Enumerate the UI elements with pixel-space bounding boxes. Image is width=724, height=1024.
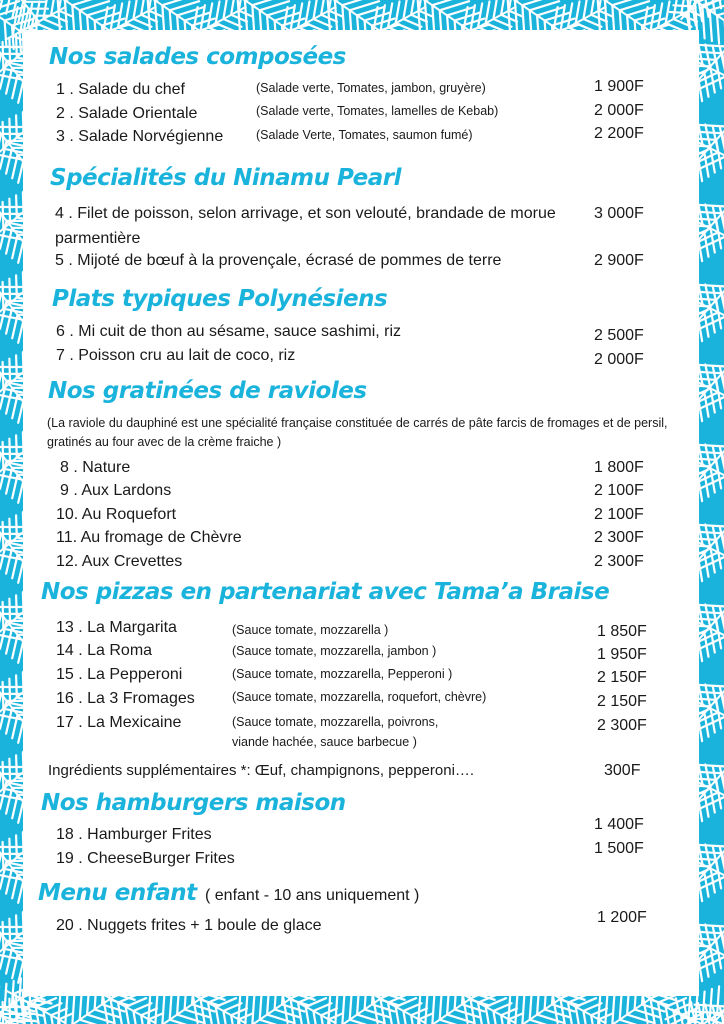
item-label: 12. Aux Crevettes (56, 553, 183, 570)
item-label: 13 . La Margarita (56, 619, 177, 636)
item-label: 8 . Nature (60, 459, 131, 476)
item-description: (Sauce tomate, mozzarella, roquefort, chèvre) (232, 690, 487, 704)
item-description: viande hachée, sauce barbecue ) (232, 735, 417, 749)
item-price: 1 400F (594, 816, 644, 833)
section-note: (La raviole du dauphiné est une spécialité française constituée de carrés de pâte farcis de fromages et de persil, gratinés au four avec de la crème fraiche ) (47, 416, 668, 449)
extra-ingredients: Ingrédients supplémentaires *: Œuf, champignons, pepperoni…. (48, 762, 475, 779)
item-description: (Salade Verte, Tomates, saumon fumé) (256, 128, 473, 142)
item-price: 2 100F (594, 506, 644, 523)
item-label: 2 . Salade Orientale (56, 105, 198, 122)
item-label: 4 . Filet de poisson, selon arrivage, et son velouté, brandade de morue parmentière (55, 205, 556, 247)
section-subtitle: ( enfant - 10 ans uniquement ) (205, 887, 420, 904)
item-description: (Sauce tomate, mozzarella, poivrons, (232, 715, 439, 729)
item-price: 1 800F (594, 459, 644, 476)
item-price: 2 100F (594, 482, 644, 499)
section-title-enfant: Menu enfant (38, 880, 197, 906)
item-description: (Sauce tomate, mozzarella, jambon ) (232, 644, 437, 658)
item-price: 2 300F (594, 553, 644, 570)
section-title-salades: Nos salades composées (49, 44, 346, 70)
item-price: 2 150F (597, 669, 647, 686)
item-label: 15 . La Pepperoni (56, 666, 183, 683)
item-description: (Salade verte, Tomates, jambon, gruyère) (256, 81, 486, 95)
item-description: (Salade verte, Tomates, lamelles de Kebab) (256, 104, 499, 118)
item-price: 2 000F (594, 351, 644, 368)
item-price: 1 900F (594, 78, 644, 95)
item-description: (Sauce tomate, mozzarella ) (232, 623, 389, 637)
item-label: 20 . Nuggets frites + 1 boule de glace (56, 917, 322, 934)
section-title-hamburgers: Nos hamburgers maison (41, 790, 346, 816)
section-title-typiques: Plats typiques Polynésiens (52, 286, 388, 312)
section-title-specialites: Spécialités du Ninamu Pearl (50, 165, 402, 191)
item-label: 3 . Salade Norvégienne (56, 128, 224, 145)
item-price: 2 150F (597, 693, 647, 710)
item-label: 16 . La 3 Fromages (56, 690, 195, 707)
section-title-ravioles: Nos gratinées de ravioles (48, 378, 367, 404)
item-description: (Sauce tomate, mozzarella, Pepperoni ) (232, 667, 453, 681)
item-label: 10. Au Roquefort (56, 506, 177, 523)
section-title-pizzas: Nos pizzas en partenariat avec Tama’a Braise (41, 579, 610, 605)
item-label: 11. Au fromage de Chèvre (56, 529, 242, 546)
item-label: 6 . Mi cuit de thon au sésame, sauce sashimi, riz (56, 323, 402, 340)
item-price: 2 900F (594, 252, 644, 269)
item-price: 1 950F (597, 646, 647, 663)
item-price: 2 000F (594, 102, 644, 119)
item-label: 19 . CheeseBurger Frites (56, 850, 235, 867)
item-label: 5 . Mijoté de bœuf à la provençale, écrasé de pommes de terre (55, 252, 502, 269)
item-label: 17 . La Mexicaine (56, 714, 182, 731)
item-label: 18 . Hamburger Frites (56, 826, 212, 843)
item-price: 2 200F (594, 125, 644, 142)
item-price: 1 500F (594, 840, 644, 857)
item-price: 1 200F (597, 909, 647, 926)
item-label: 7 . Poisson cru au lait de coco, riz (56, 347, 296, 364)
item-price: 300F (604, 762, 641, 779)
item-price: 2 300F (594, 529, 644, 546)
item-label: 9 . Aux Lardons (60, 482, 172, 499)
item-price: 3 000F (594, 205, 644, 222)
item-label: 14 . La Roma (56, 642, 153, 659)
item-price: 2 300F (597, 717, 647, 734)
item-price: 2 500F (594, 327, 644, 344)
item-label: 1 . Salade du chef (56, 81, 185, 98)
item-price: 1 850F (597, 623, 647, 640)
